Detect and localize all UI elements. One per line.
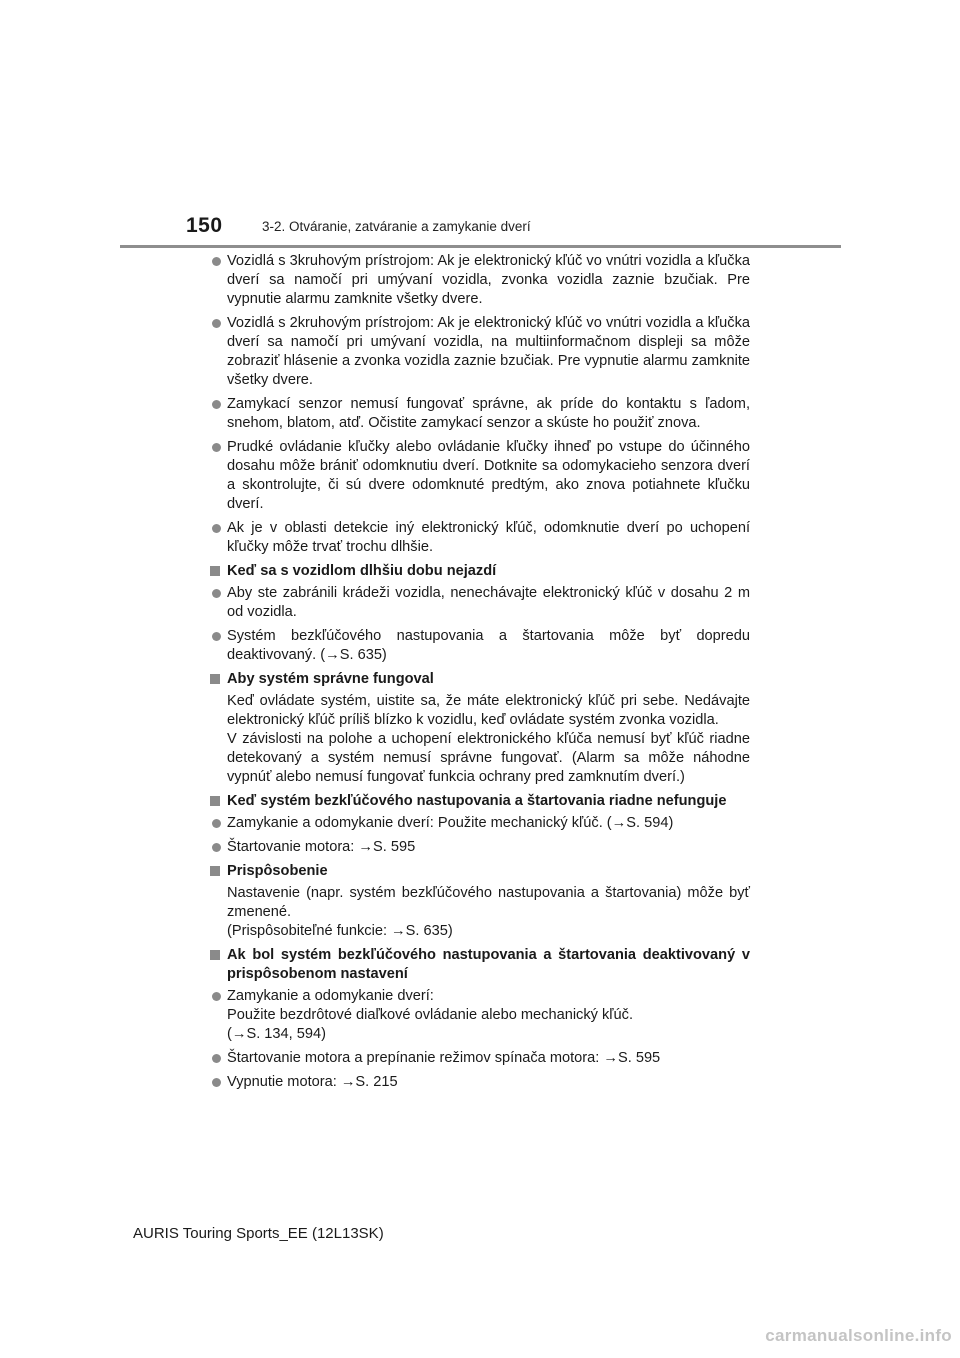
page-number: 150 (186, 214, 223, 237)
section-heading: Keď sa s vozidlom dlhšiu dobu nejazdí (210, 562, 750, 581)
bullet-item: Aby ste zabránili krádeži vozidla, nenechávajte elektronický kľúč v dosahu 2 m od vozidla. (210, 584, 750, 622)
section-heading: Aby systém správne fungoval (210, 670, 750, 689)
bullet-item (210, 987, 750, 1044)
section-heading: Keď systém bezkľúčového nastupovania a štartovania riadne nefunguje (210, 792, 750, 811)
header-rule (120, 245, 841, 248)
section-title: 3-2. Otváranie, zatváranie a zamykanie dverí (262, 219, 531, 234)
bullet-item: Vypnutie motora: →S. 215 (210, 1073, 750, 1092)
page-content (210, 252, 750, 1097)
bullet-line: Použite bezdrôtové diaľkové ovládanie alebo mechanický kľúč. (227, 1007, 634, 1023)
bullet-item: Štartovanie motora a prepínanie režimov spínača motora: →S. 595 (210, 1049, 750, 1068)
bullet-line: Zamykanie a odomykanie dverí: (227, 988, 434, 1004)
bullet-item: Prudké ovládanie kľučky alebo ovládanie kľučky ihneď po vstupe do účinného dosahu môže brániť odomknutiu dverí. Dotknite sa odomykacieho senzora dverí a skontrolujte, či sú dvere odomknuté predtým, ako znova potiahnete kľučku dverí. (210, 438, 750, 514)
paragraph: Keď ovládate systém, uistite sa, že máte elektronický kľúč pri sebe. Nedávajte elektronický kľúč príliš blízko k vozidlu, keď ovládate systém zvonka vozidla. (227, 693, 750, 728)
section-heading: Prispôsobenie (210, 862, 750, 881)
paragraph: (Prispôsobiteľné funkcie: →S. 635) (227, 923, 453, 939)
bullet-item: Zamykací senzor nemusí fungovať správne, ak príde do kontaktu s ľadom, snehom, blatom, atď. Očistite zamykací senzor a skúste ho použiť znova. (210, 395, 750, 433)
section-heading: Ak bol systém bezkľúčového nastupovania a štartovania deaktivovaný v prispôsobenom nastavení (210, 946, 750, 984)
paragraph: V závislosti na polohe a uchopení elektronického kľúča nemusí byť kľúč riadne detekovaný a systém nemusí správne fungovať. (Alarm sa môže náhodne vypnúť alebo nemusí fungovať funkcia ochrany pred zamknutím dverí.) (227, 731, 750, 785)
bullet-item: Zamykanie a odomykanie dverí: Použite mechanický kľúč. (→S. 594) (210, 814, 750, 833)
bullet-item: Systém bezkľúčového nastupovania a štartovania môže byť dopredu deaktivovaný. (→S. 635) (210, 627, 750, 665)
bullet-item: Vozidlá s 3kruhovým prístrojom: Ak je elektronický kľúč vo vnútri vozidla a kľučka dverí sa namočí pri umývaní vozidla, zvonka vozidla zaznie bzučiak. Pre vypnutie alarmu zamknite všetky dvere. (210, 252, 750, 309)
bullet-item: Ak je v oblasti detekcie iný elektronický kľúč, odomknutie dverí po uchopení kľučky môže trvať trochu dlhšie. (210, 519, 750, 557)
bullet-item: Štartovanie motora: →S. 595 (210, 838, 750, 857)
paragraph: Nastavenie (napr. systém bezkľúčového nastupovania a štartovania) môže byť zmenené. (227, 885, 750, 920)
bullet-item: Vozidlá s 2kruhovým prístrojom: Ak je elektronický kľúč vo vnútri vozidla a kľučka dverí sa namočí pri umývaní vozidla, na multiinformačnom displeji sa môže zobraziť hlásenie a zvonka vozidla zaznie bzučiak. Pre vypnutie alarmu zamknite všetky dvere. (210, 314, 750, 390)
bullet-line: (→S. 134, 594) (227, 1026, 326, 1042)
watermark: carmanualsonline.info (765, 1326, 952, 1345)
footer-model: AURIS Touring Sports_EE (12L13SK) (133, 1225, 384, 1242)
